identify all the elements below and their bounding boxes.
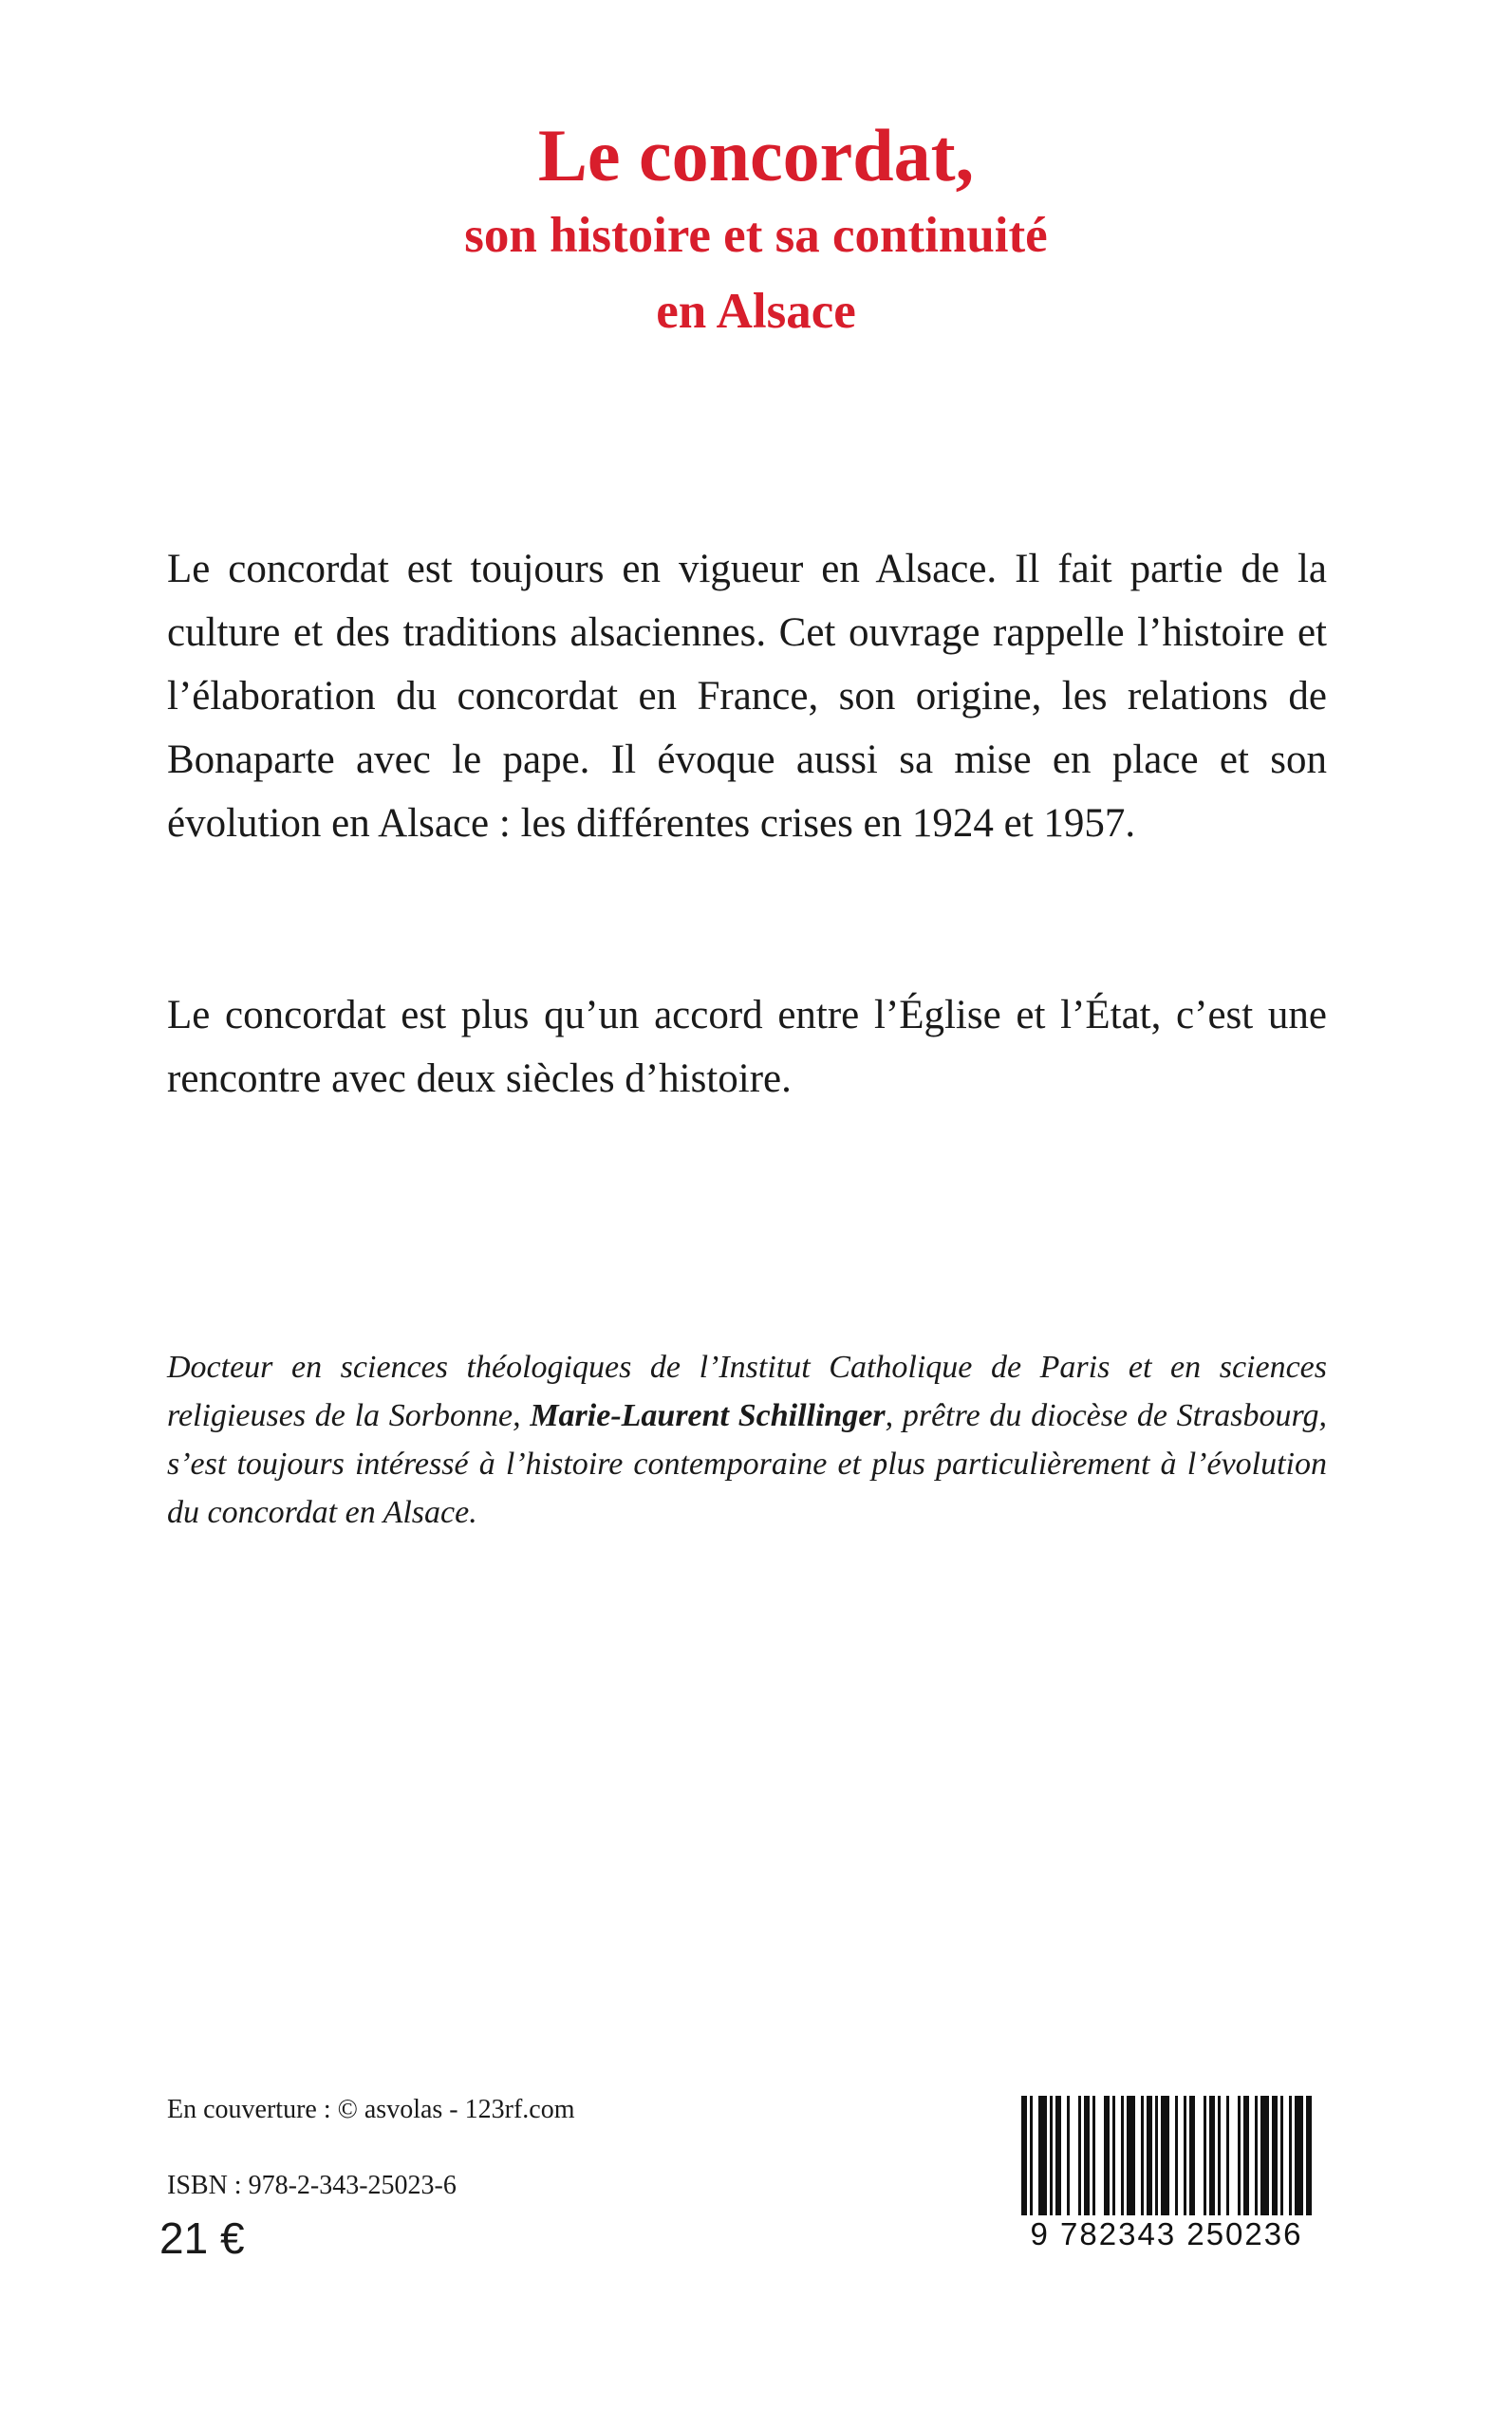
barcode-bar [1067, 2096, 1070, 2217]
title-subtitle-line-1: son histoire et sa continuité [464, 208, 1048, 263]
barcode-bar [1289, 2096, 1292, 2217]
bio-text-start: Docteur en sciences théologiques de l’Institut Catholique de Paris et en sciences religieuses de la Sorbonne, [167, 1350, 1327, 1433]
barcode-bar [1184, 2096, 1186, 2217]
barcode-bar [1272, 2096, 1278, 2217]
barcode-bar [1175, 2096, 1178, 2217]
barcode-bar [1218, 2096, 1221, 2217]
barcode-bar [1255, 2096, 1258, 2217]
barcode-bar [1147, 2096, 1152, 2217]
barcode-bar [1243, 2096, 1249, 2217]
price: 21 € [159, 2213, 245, 2263]
title-subtitle-line-2: en Alsace [656, 284, 856, 339]
blurb-paragraph-2: Le concordat est plus qu’un accord entre l’Église et l’État, c’est une rencontre avec deux siècles d’histoire. [167, 993, 1327, 1101]
barcode-bar [1055, 2096, 1061, 2217]
barcode-bar [1204, 2096, 1206, 2217]
barcode-bar [1141, 2096, 1144, 2217]
barcode-digits: 9 782343 250236 [1010, 2215, 1323, 2253]
isbn: ISBN : 978-2-343-25023-6 [167, 2171, 457, 2200]
barcode-bar [1092, 2096, 1095, 2217]
barcode-bar [1084, 2096, 1090, 2217]
barcode-bar [1127, 2096, 1135, 2217]
barcode-bar [1038, 2096, 1047, 2217]
barcode-bar [1121, 2096, 1124, 2217]
barcode-bar [1189, 2096, 1195, 2217]
author-bio [167, 1343, 1327, 1537]
barcode-bar [1155, 2096, 1158, 2217]
barcode-bar [1078, 2096, 1081, 2217]
barcode-bar [1295, 2096, 1303, 2217]
cover-credit: En couverture : © asvolas - 123rf.com [167, 2095, 575, 2124]
book-title [0, 114, 1512, 349]
barcode-bar [1050, 2096, 1053, 2217]
bio-text-end: , prêtre du diocèse de Strasbourg, s’est toujours intéressé à l’histoire contemporaine et plus particulièrement à l’évolution du concordat en Alsace. [167, 1398, 1328, 1530]
blurb-paragraph-1: Le concordat est toujours en vigueur en Alsace. Il fait partie de la culture et des traditions alsaciennes. Cet ouvrage rappelle l’histoire et l’élaboration du concordat en France, son origine, les relations de Bonaparte avec le pape. Il évoque aussi sa mise en place et son évolution en Alsace : les différentes crises en 1924 et 1957. [167, 547, 1327, 846]
barcode [1010, 2096, 1323, 2257]
barcode-bar [1226, 2096, 1229, 2217]
barcode-bar [1260, 2096, 1269, 2217]
barcode-bar [1104, 2096, 1110, 2217]
title-main: Le concordat, [537, 114, 975, 196]
barcode-bar [1280, 2096, 1283, 2217]
barcode-bar [1238, 2096, 1241, 2217]
author-name: Marie-Laurent Schillinger [530, 1398, 886, 1433]
barcode-bar [1209, 2096, 1215, 2217]
barcode-bar [1112, 2096, 1115, 2217]
